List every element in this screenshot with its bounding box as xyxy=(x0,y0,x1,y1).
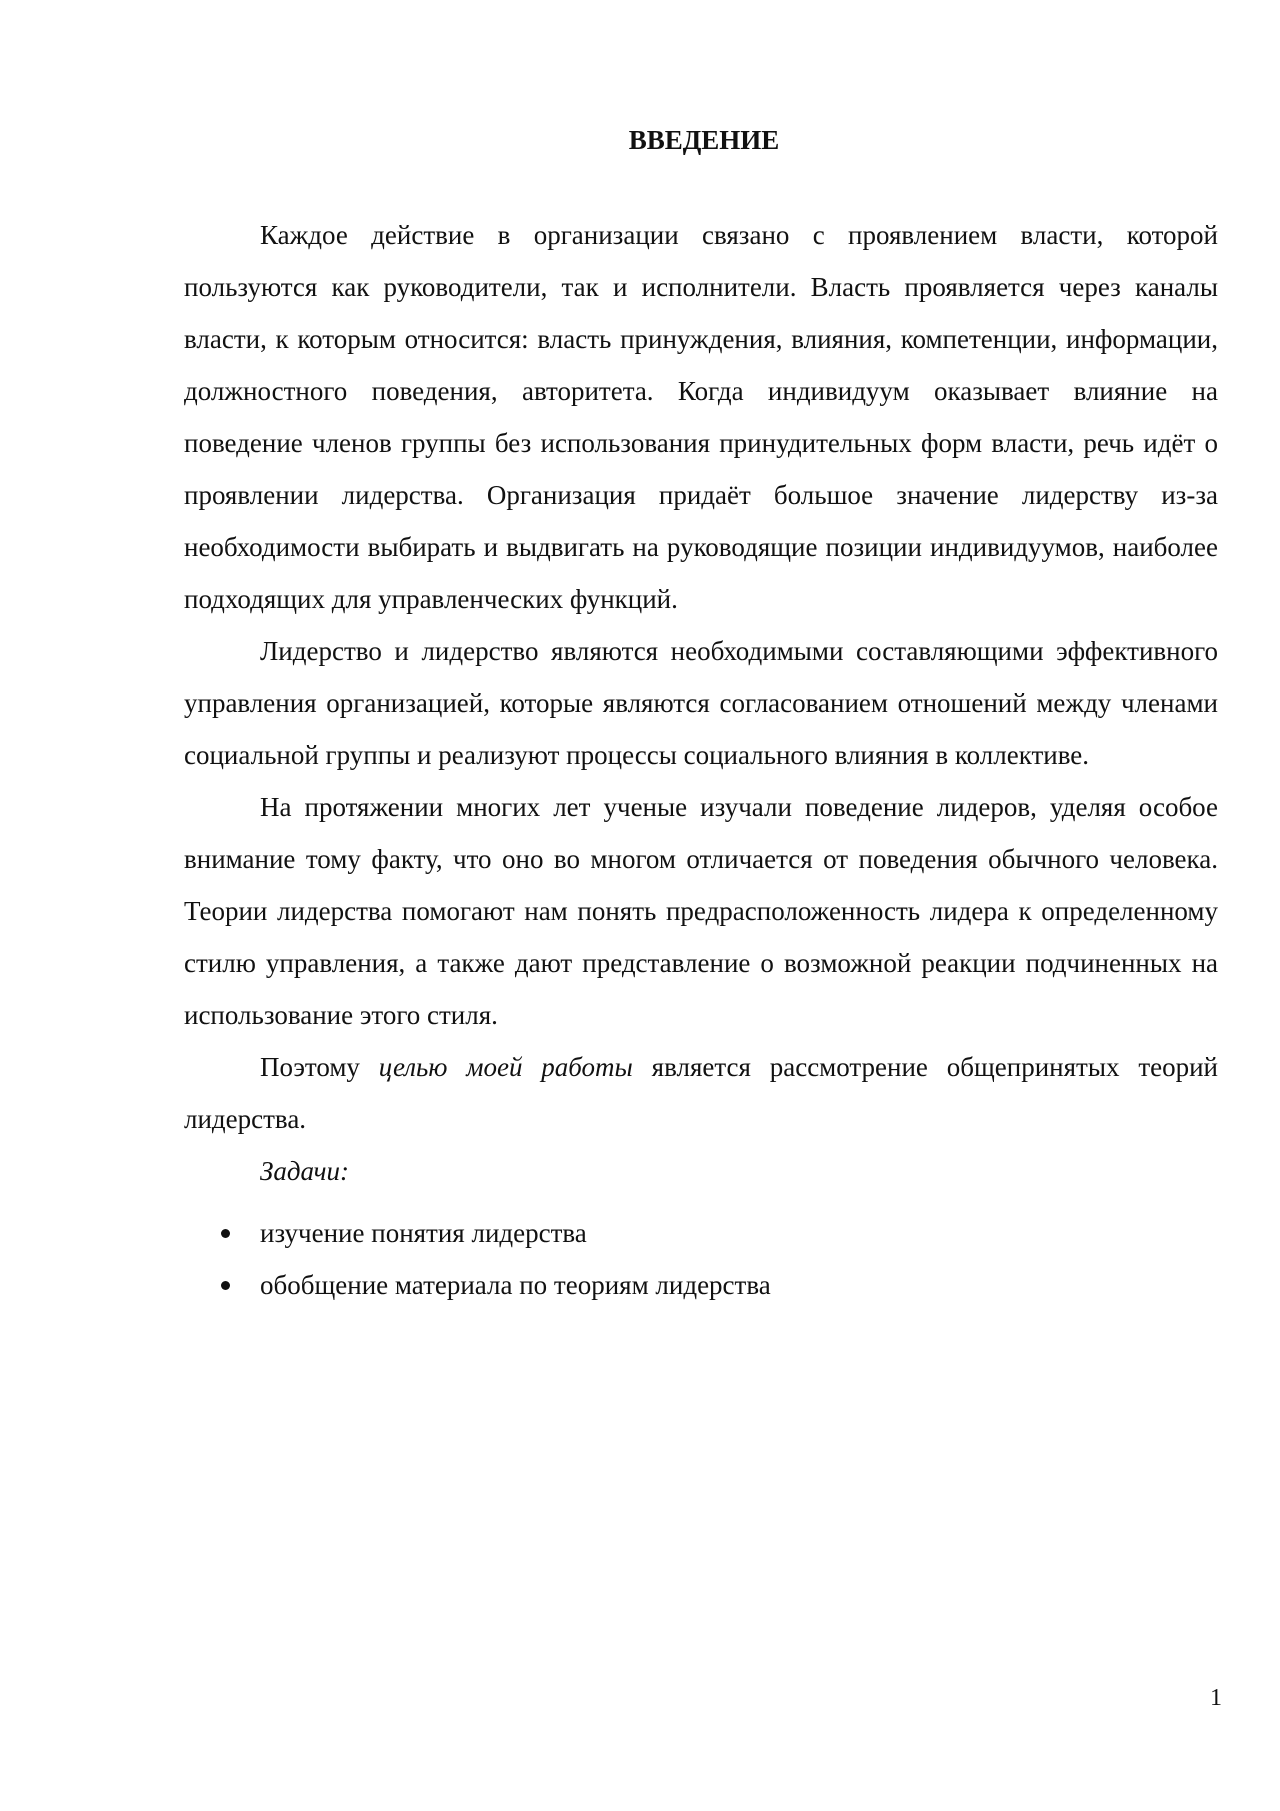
paragraph-power: Каждое действие в организации связано с проявлением власти, которой пользуются как руководители, так и исполнители. Власть проявляется через каналы власти, к которым относится: власть принуждения, влияния, компетенции, информации, должностного поведения, авторитета. Когда индивидуум оказывает влияние на поведение членов группы без использования принудительных форм власти, речь идёт о проявлении лидерства. Организация придаёт большое значение лидерству из-за необходимости выбирать и выдвигать на руководящие позиции индивидуумов, наиболее подходящих для управленческих функций. xyxy=(184,220,1218,614)
tasks-list xyxy=(184,1207,1218,1311)
goal-text-after: является рассмотрение общепринятых теорий лидерства. xyxy=(184,1052,1219,1134)
bullet-icon xyxy=(221,1281,230,1290)
paragraph-theories: На протяжении многих лет ученые изучали поведение лидеров, уделяя особое внимание тому факту, что оно во многом отличается от поведения обычного человека. Теории лидерства помогают нам понять предрасположенность лидера к определенному стилю управления, а также дают представление о возможной реакции подчиненных на использование этого стиля. xyxy=(184,792,1218,1030)
goal-text-before: Поэтому xyxy=(260,1052,379,1082)
page-title: ВВЕДЕНИЕ xyxy=(628,125,780,155)
paragraph-goal xyxy=(184,1041,1218,1145)
paragraph-leadership: Лидерство и лидерство являются необходимыми составляющими эффективного управления организацией, которые являются согласованием отношений между членами социальной группы и реализуют процессы социального влияния в коллективе. xyxy=(184,636,1218,770)
tasks-label: Задачи: xyxy=(260,1156,350,1186)
list-item xyxy=(184,1259,1218,1311)
goal-emphasis: целью моей работы xyxy=(378,1052,633,1082)
task-text: обобщение материала по теориям лидерства xyxy=(260,1270,771,1300)
task-text: изучение понятия лидерства xyxy=(260,1218,587,1248)
page-number: 1 xyxy=(1210,1685,1222,1711)
bullet-icon xyxy=(221,1229,230,1238)
list-item xyxy=(184,1207,1218,1259)
document-body xyxy=(184,209,1218,1311)
